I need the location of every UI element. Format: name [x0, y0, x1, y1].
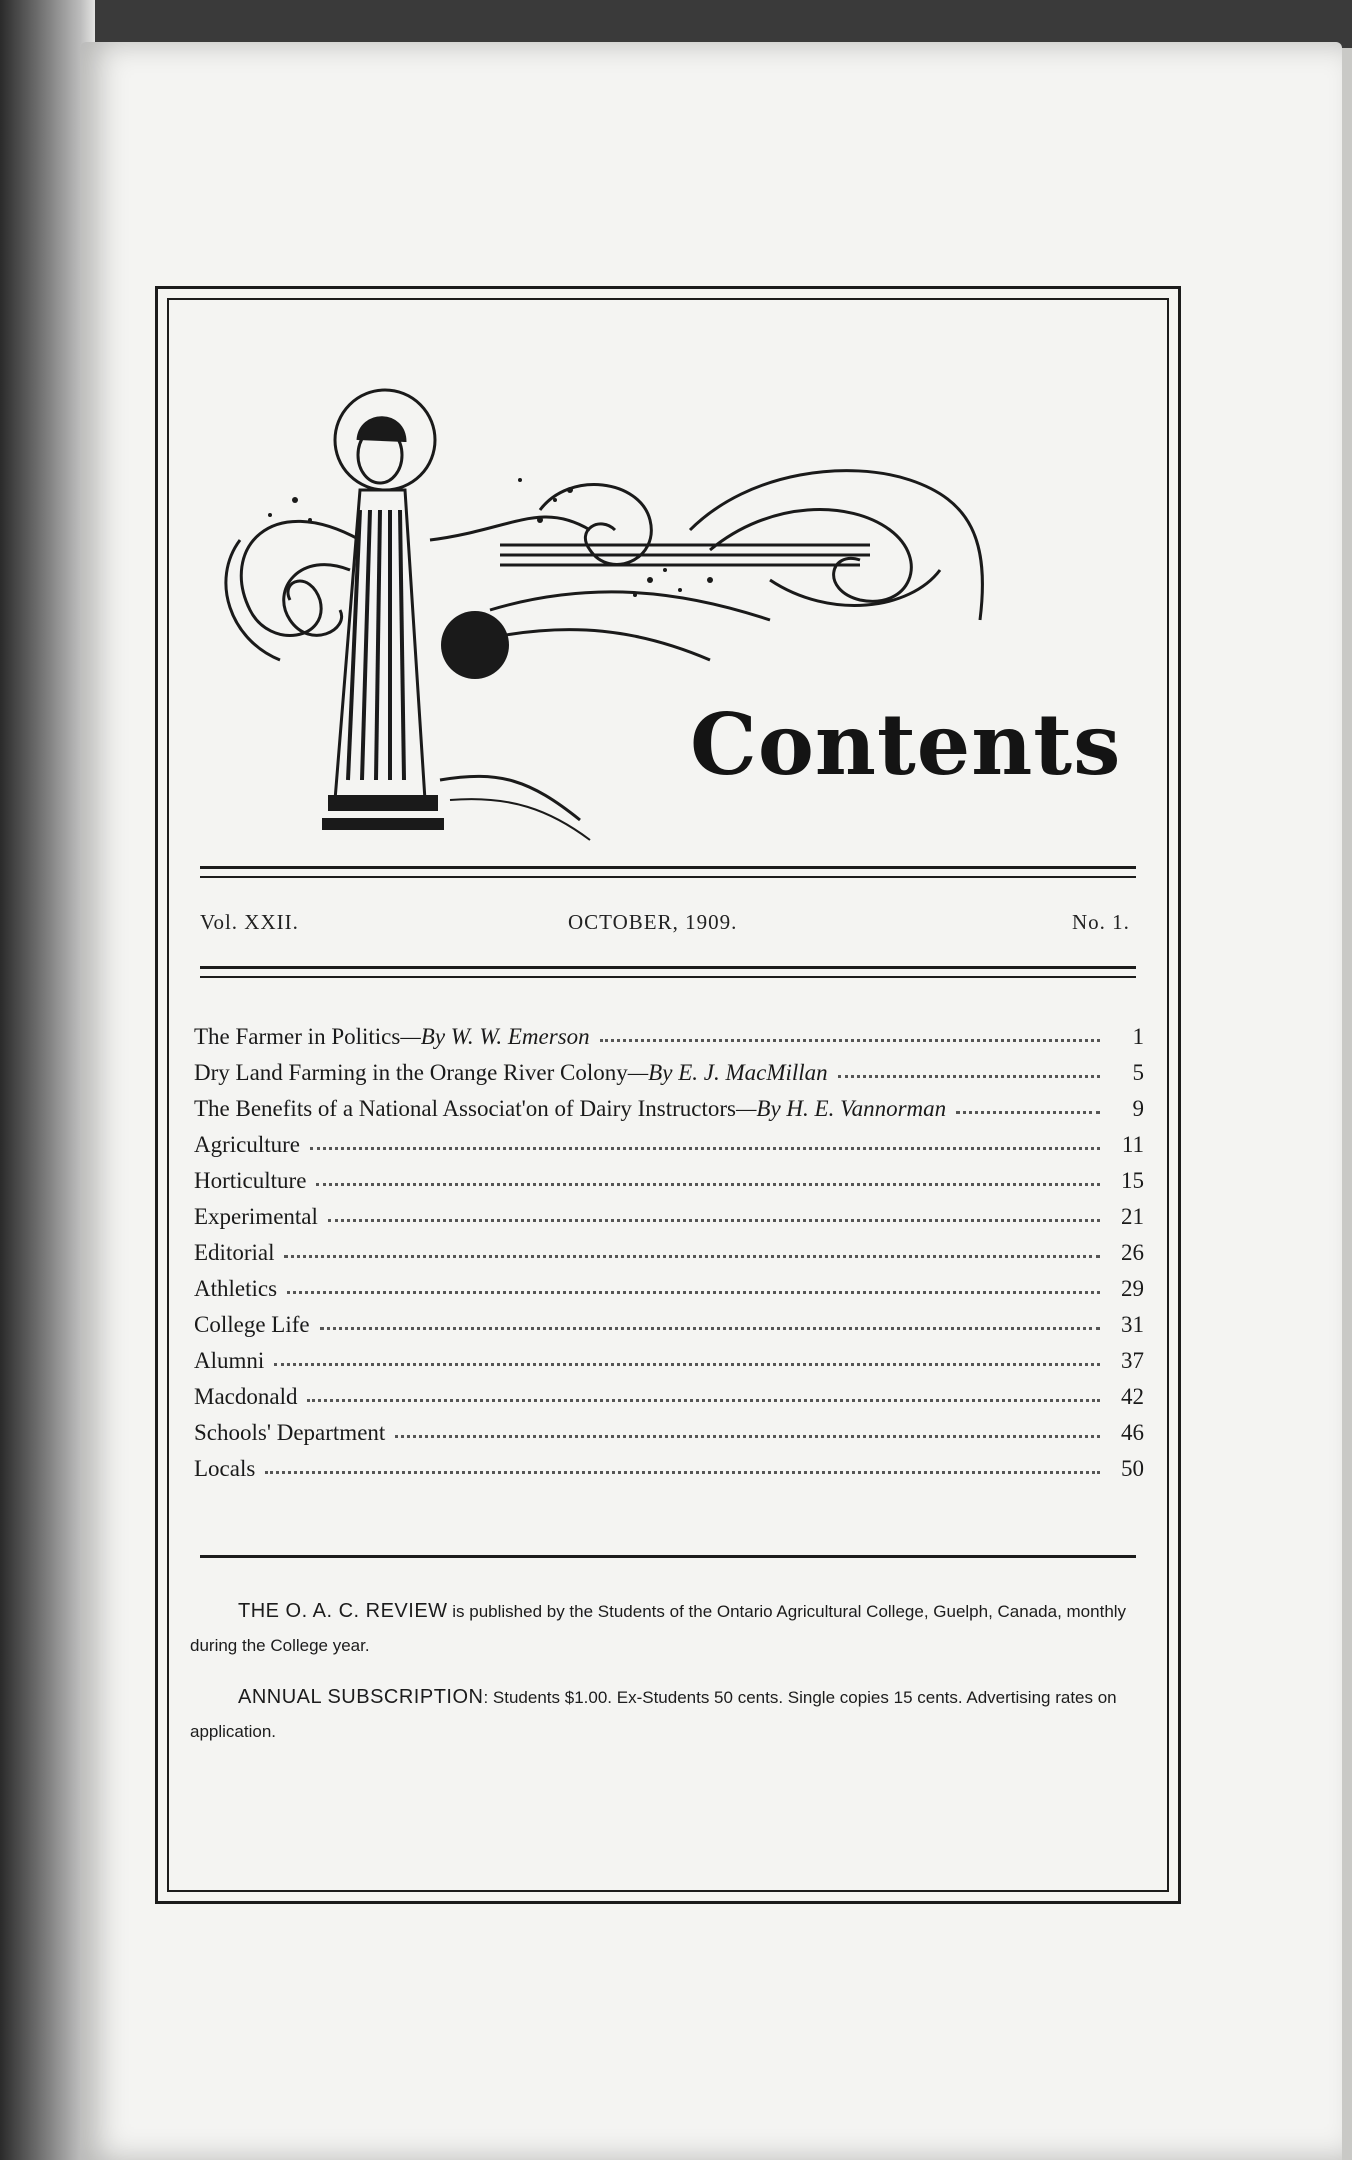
toc-entry[interactable] [194, 1312, 1144, 1348]
toc-page: 11 [1121, 1132, 1144, 1157]
table-of-contents [194, 1024, 1144, 1492]
leader-dots [395, 1425, 1100, 1438]
leader-dots [307, 1389, 1100, 1402]
leader-dots [838, 1065, 1100, 1078]
toc-page: 5 [1132, 1060, 1144, 1085]
toc-title: Athletics [194, 1276, 278, 1301]
leader-dots [274, 1353, 1100, 1366]
leader-dots [316, 1173, 1100, 1186]
toc-entry[interactable] [194, 1096, 1144, 1132]
toc-title: Macdonald [194, 1384, 298, 1409]
toc-title: Editorial [194, 1240, 275, 1265]
leader-dots [284, 1245, 1100, 1258]
leader-dots [320, 1317, 1100, 1330]
toc-entry[interactable] [194, 1168, 1144, 1204]
toc-author: —By W. W. Emerson [400, 1024, 590, 1049]
toc-page: 9 [1132, 1096, 1144, 1121]
volume-label: Vol. XXII. [200, 910, 299, 934]
toc-title: Agriculture [194, 1132, 301, 1157]
divider [200, 966, 1136, 969]
publisher-notice [190, 1594, 1140, 1663]
leader-dots [265, 1461, 1100, 1474]
toc-title: Experimental [194, 1204, 318, 1229]
scan-top-edge [0, 0, 1352, 48]
toc-entry[interactable] [194, 1240, 1144, 1276]
subscription-heading: ANNUAL SUBSCRIPTION [238, 1686, 484, 1708]
toc-entry[interactable] [194, 1456, 1144, 1492]
toc-author: —By E. J. MacMillan [627, 1060, 828, 1085]
toc-page: 37 [1121, 1348, 1144, 1373]
toc-page: 31 [1121, 1312, 1144, 1337]
toc-title: Alumni [194, 1348, 265, 1373]
toc-entry[interactable] [194, 1276, 1144, 1312]
toc-page: 42 [1121, 1384, 1144, 1409]
publication-name: THE O. A. C. REVIEW [238, 1600, 448, 1622]
divider [200, 1555, 1136, 1558]
toc-title: College Life [194, 1312, 310, 1337]
toc-page: 50 [1121, 1456, 1144, 1481]
toc-author: —By H. E. Vannorman [735, 1096, 947, 1121]
toc-title: The Benefits of a National Associat'on of Dairy Instructors [194, 1096, 736, 1121]
divider [200, 866, 1136, 869]
toc-page: 15 [1121, 1168, 1144, 1193]
toc-entry[interactable] [194, 1024, 1144, 1060]
toc-page: 1 [1132, 1024, 1144, 1049]
leader-dots [600, 1029, 1100, 1042]
toc-entry[interactable] [194, 1060, 1144, 1096]
toc-entry[interactable] [194, 1384, 1144, 1420]
publisher-text: is published by the Students of the Ontario Agricultural College, Guelph, Canada, monthly during the College year. [190, 1602, 1127, 1655]
toc-title: Schools' Department [194, 1420, 386, 1445]
leader-dots [956, 1101, 1100, 1114]
toc-entry[interactable] [194, 1204, 1144, 1240]
toc-entry[interactable] [194, 1132, 1144, 1168]
toc-entry[interactable] [194, 1420, 1144, 1456]
toc-title: Locals [194, 1456, 256, 1481]
leader-dots [310, 1137, 1100, 1150]
divider [200, 976, 1136, 978]
toc-title: Dry Land Farming in the Orange River Colony [194, 1060, 628, 1085]
issue-number: No. 1. [1072, 910, 1130, 934]
leader-dots [287, 1281, 1100, 1294]
toc-entry[interactable] [194, 1348, 1144, 1384]
page-title: Contents [690, 695, 1122, 794]
toc-page: 26 [1121, 1240, 1144, 1265]
leader-dots [328, 1209, 1100, 1222]
toc-page: 29 [1121, 1276, 1144, 1301]
toc-page: 21 [1121, 1204, 1144, 1229]
issue-date: OCTOBER, 1909. [568, 910, 738, 934]
toc-title: The Farmer in Politics [194, 1024, 401, 1049]
toc-page: 46 [1121, 1420, 1144, 1445]
toc-title: Horticulture [194, 1168, 307, 1193]
divider [200, 876, 1136, 878]
subscription-notice [190, 1680, 1140, 1749]
subscription-text: : Students $1.00. Ex-Students 50 cents. Single copies 15 cents. Advertising rates on application. [190, 1688, 1117, 1741]
